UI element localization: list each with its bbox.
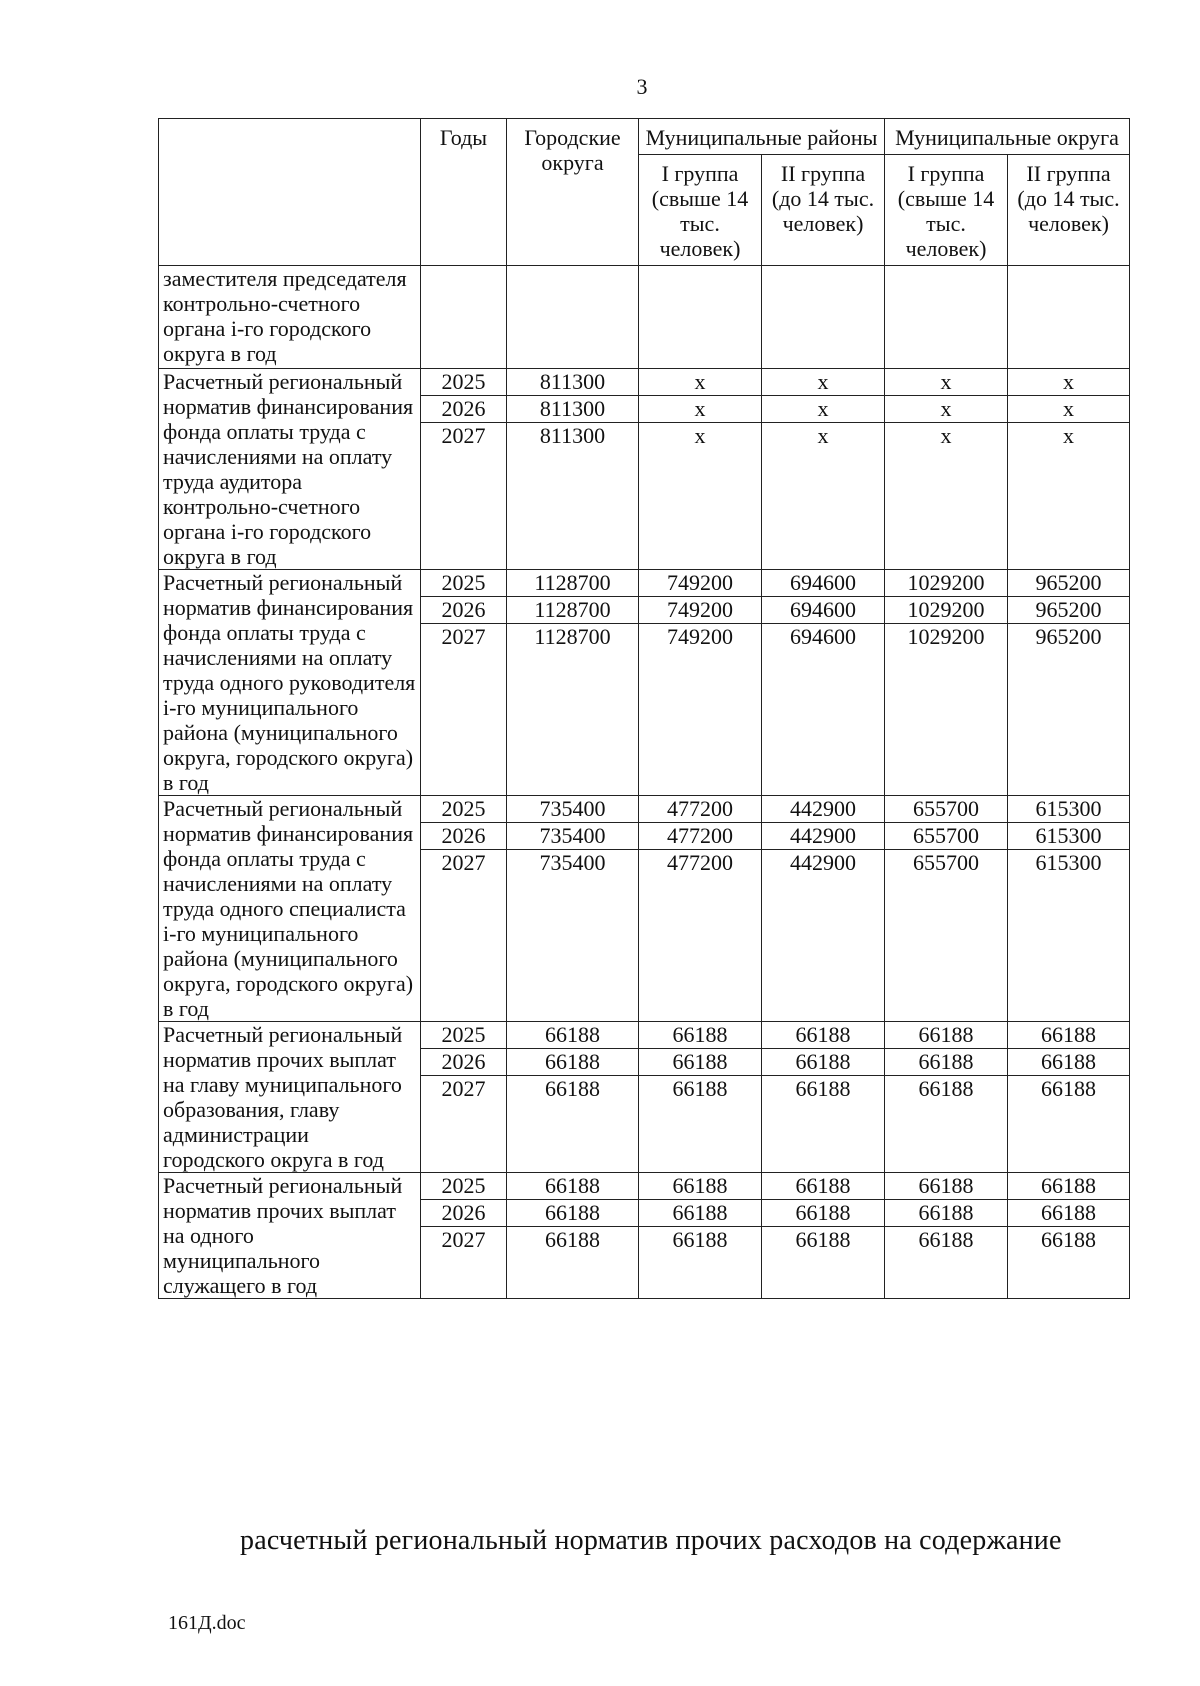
value-cell: 1029200 [885, 624, 1008, 796]
footer-filename: 161Д.doc [168, 1612, 246, 1634]
value-cell: 66188 [762, 1173, 885, 1200]
value-cell: 811300 [507, 396, 639, 423]
year-cell: 2027 [421, 1076, 507, 1173]
value-cell: 66188 [885, 1049, 1008, 1076]
value-cell: 615300 [1008, 850, 1130, 1022]
table-row [159, 570, 1130, 597]
value-cell: 655700 [885, 850, 1008, 1022]
value-cell: 965200 [1008, 624, 1130, 796]
value-cell: 66188 [639, 1173, 762, 1200]
value-cell: 66188 [885, 1076, 1008, 1173]
value-cell: 735400 [507, 850, 639, 1022]
value-cell: 1128700 [507, 624, 639, 796]
year-cell: 2027 [421, 624, 507, 796]
value-cell: 655700 [885, 796, 1008, 823]
row-label: Расчетный региональный норматив финансирования фонда оплаты труда с начислениями на оплату труда аудитора контрольно-счетного органа i-го городского округа в год [159, 369, 421, 570]
header-municipal-districts: Муниципальные районы [639, 119, 885, 155]
norms-table [158, 118, 1130, 1299]
table-cell [507, 266, 639, 369]
year-cell: 2026 [421, 823, 507, 850]
value-cell: 655700 [885, 823, 1008, 850]
value-cell: 66188 [507, 1049, 639, 1076]
value-cell: 1128700 [507, 570, 639, 597]
value-cell: x [885, 423, 1008, 570]
year-cell: 2025 [421, 1173, 507, 1200]
value-cell: 66188 [762, 1227, 885, 1299]
value-cell: 66188 [1008, 1076, 1130, 1173]
value-cell: 66188 [507, 1173, 639, 1200]
value-cell: 442900 [762, 823, 885, 850]
value-cell: 66188 [639, 1022, 762, 1049]
table-cell [1008, 266, 1130, 369]
value-cell: 66188 [1008, 1200, 1130, 1227]
value-cell: 66188 [885, 1022, 1008, 1049]
header-years: Годы [421, 119, 507, 266]
value-cell: 811300 [507, 423, 639, 570]
value-cell: 66188 [885, 1200, 1008, 1227]
value-cell: 66188 [885, 1227, 1008, 1299]
value-cell: x [1008, 423, 1130, 570]
value-cell: x [639, 396, 762, 423]
table-header [159, 119, 1130, 266]
year-cell: 2026 [421, 597, 507, 624]
header-city-districts: Городские округа [507, 119, 639, 266]
row-label: Расчетный региональный норматив финансирования фонда оплаты труда с начислениями на оплату труда одного специалиста i-го муниципального района (муниципального округа, городского округа) в год [159, 796, 421, 1022]
value-cell: x [885, 396, 1008, 423]
year-cell: 2026 [421, 396, 507, 423]
value-cell: x [1008, 369, 1130, 396]
year-cell: 2025 [421, 570, 507, 597]
table-cell [421, 266, 507, 369]
value-cell: 749200 [639, 624, 762, 796]
value-cell: x [885, 369, 1008, 396]
header-districts-group1: I группа (свыше 14 тыс. человек) [639, 155, 762, 266]
year-cell: 2026 [421, 1200, 507, 1227]
value-cell: x [762, 369, 885, 396]
continuation-row [159, 266, 1130, 369]
value-cell: 442900 [762, 850, 885, 1022]
year-cell: 2025 [421, 1022, 507, 1049]
value-cell: x [1008, 396, 1130, 423]
value-cell: 66188 [762, 1076, 885, 1173]
value-cell: 477200 [639, 796, 762, 823]
header-okrugs-group2: II группа (до 14 тыс. человек) [1008, 155, 1130, 266]
year-cell: 2025 [421, 796, 507, 823]
table-body [159, 266, 1130, 1299]
value-cell: 965200 [1008, 597, 1130, 624]
table-row [159, 796, 1130, 823]
header-okrugs-group1: I группа (свыше 14 тыс. человек) [885, 155, 1008, 266]
value-cell: 66188 [639, 1227, 762, 1299]
value-cell: 477200 [639, 823, 762, 850]
year-cell: 2027 [421, 850, 507, 1022]
table-cell [639, 266, 762, 369]
value-cell: 1029200 [885, 570, 1008, 597]
value-cell: 749200 [639, 570, 762, 597]
table-cell [885, 266, 1008, 369]
value-cell: 442900 [762, 796, 885, 823]
value-cell: x [762, 423, 885, 570]
value-cell: 66188 [639, 1049, 762, 1076]
row-label: Расчетный региональный норматив финансирования фонда оплаты труда с начислениями на оплату труда одного руководителя i-го муниципального района (муниципального округа, городского округа) в год [159, 570, 421, 796]
value-cell: 615300 [1008, 823, 1130, 850]
table-row [159, 369, 1130, 396]
value-cell: 66188 [762, 1049, 885, 1076]
header-municipal-okrugs: Муниципальные округа [885, 119, 1130, 155]
row-label: Расчетный региональный норматив прочих выплат на одного муниципального служащего в год [159, 1173, 421, 1299]
value-cell: 615300 [1008, 796, 1130, 823]
value-cell: 694600 [762, 624, 885, 796]
value-cell: 477200 [639, 850, 762, 1022]
value-cell: 66188 [1008, 1173, 1130, 1200]
value-cell: 66188 [639, 1076, 762, 1173]
table-row [159, 1022, 1130, 1049]
page-number: 3 [636, 74, 648, 99]
value-cell: 735400 [507, 823, 639, 850]
table-cell [762, 266, 885, 369]
value-cell: 694600 [762, 570, 885, 597]
value-cell: 965200 [1008, 570, 1130, 597]
value-cell: 66188 [507, 1022, 639, 1049]
value-cell: 66188 [1008, 1022, 1130, 1049]
value-cell: 749200 [639, 597, 762, 624]
table-row [159, 1173, 1130, 1200]
value-cell: 66188 [762, 1200, 885, 1227]
value-cell: 811300 [507, 369, 639, 396]
row-label: Расчетный региональный норматив прочих выплат на главу муниципального образования, главу администрации городского округа в год [159, 1022, 421, 1173]
value-cell: 694600 [762, 597, 885, 624]
value-cell: x [762, 396, 885, 423]
value-cell: 1029200 [885, 597, 1008, 624]
value-cell: 66188 [507, 1076, 639, 1173]
value-cell: 66188 [1008, 1049, 1130, 1076]
year-cell: 2027 [421, 1227, 507, 1299]
value-cell: 735400 [507, 796, 639, 823]
header-districts-group2: II группа (до 14 тыс. человек) [762, 155, 885, 266]
value-cell: 1128700 [507, 597, 639, 624]
row-label: заместителя председателя контрольно-счетного органа i-го городского округа в год [159, 266, 421, 369]
year-cell: 2027 [421, 423, 507, 570]
year-cell: 2025 [421, 369, 507, 396]
year-cell: 2026 [421, 1049, 507, 1076]
header-empty-cell [159, 119, 421, 266]
value-cell: 66188 [885, 1173, 1008, 1200]
value-cell: 66188 [1008, 1227, 1130, 1299]
value-cell: 66188 [639, 1200, 762, 1227]
value-cell: 66188 [762, 1022, 885, 1049]
value-cell: x [639, 369, 762, 396]
value-cell: 66188 [507, 1200, 639, 1227]
continuation-text: расчетный региональный норматив прочих расходов на содержание [240, 1525, 1062, 1556]
value-cell: 66188 [507, 1227, 639, 1299]
value-cell: x [639, 423, 762, 570]
